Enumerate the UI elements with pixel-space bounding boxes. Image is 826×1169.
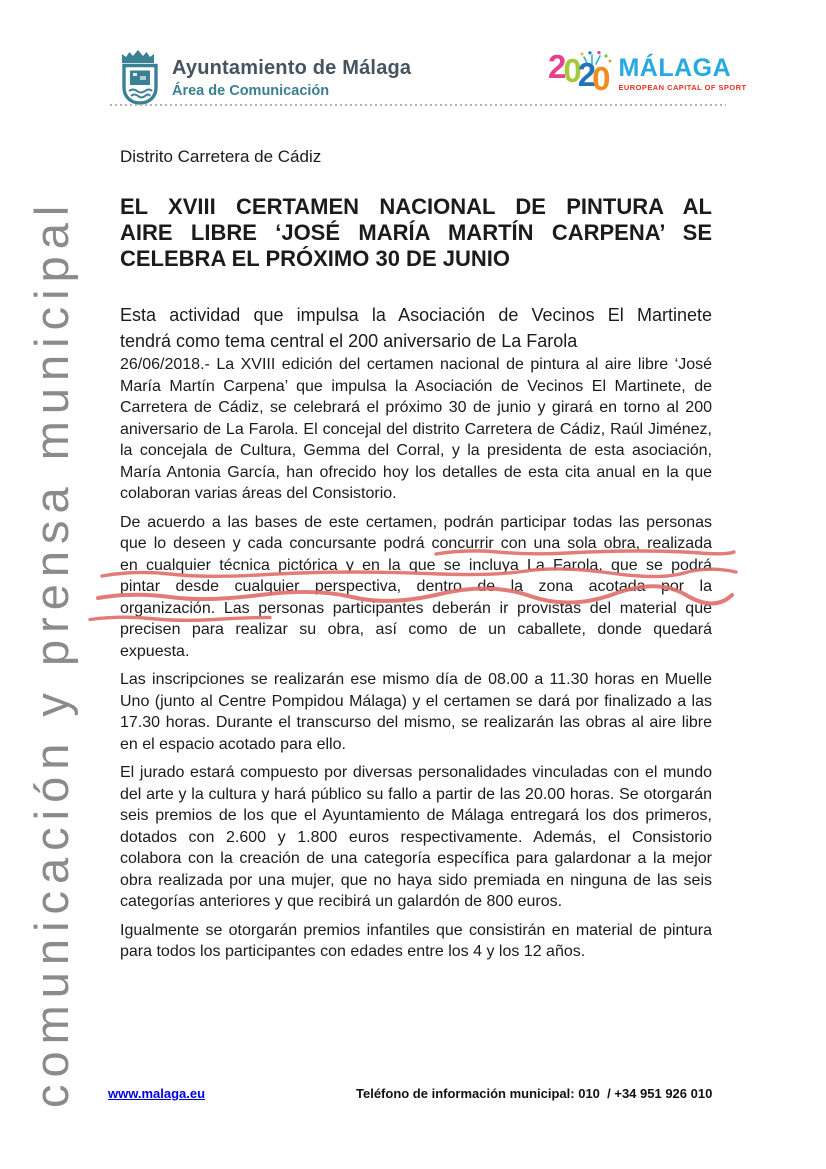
municipal-phone-info: Teléfono de información municipal: 010 / +34 951 926 010 (356, 1086, 713, 1101)
headline-line: EL XVIII CERTAMEN NACIONAL DE PINTURA AL (120, 194, 712, 219)
org-department: Área de Comunicación (172, 83, 330, 99)
district-label: Distrito Carretera de Cádiz (120, 147, 322, 166)
subheadline-line: Esta actividad que impulsa la Asociación de Vecinos El Martinete (120, 305, 712, 325)
page-footer (108, 1086, 736, 1102)
paragraph: 26/06/2018.- La XVIII edición del certamen nacional de pintura al aire libre ‘José María Martín Carpena’ que impulsa la Asociación de Vecinos El Martinete, de Carretera de Cádiz, se celebrará el próximo 30 de junio y girará en torno al 200 aniversario de La Farola. El concejal del distrito Carretera de Cádiz, Raúl Jiménez, la concejala de Cultura, Gemma del Corral, y la presidenta de esta asociación, María Antonia García, han ofrecido hoy los detalles de esta cita anual en la que colaboran varias áreas del Consistorio. (120, 356, 712, 502)
headline-line: AIRE LIBRE ‘JOSÉ MARÍA MARTÍN CARPENA’ SE (120, 220, 712, 245)
paragraph: El jurado estará compuesto por diversas personalidades vinculadas con el mundo del arte y la cultura y hará público su fallo a partir de las 20.00 horas. Se otorgarán seis premios de los que el Ayuntamiento de Málaga entregará los dos primeros, dotados con 2.600 y 1.800 euros respectivamente. Además, el Consistorio colabora con la creación de una categoría específica para galardonar a la mejor obra realizada por una mujer, que no haya sido premiada en ninguna de las seis categorías anteriores y que recibirá un galardón de 800 euros. (120, 764, 712, 910)
paragraph-line: en cualquier técnica pictórica y en la que se incluya La Farola, que se podrá (120, 556, 712, 574)
paragraph-line: pintar desde cualquier perspectiva, dentro de la zona acotada por la (120, 578, 712, 595)
sport-logo-digit: 2 (577, 56, 597, 93)
subheadline-line: tendrá como tema central el 200 aniversario de La Farola (120, 331, 578, 351)
headline-line: CELEBRA EL PRÓXIMO 30 DE JUNIO (120, 246, 510, 271)
sport-logo-digit: 2 (548, 48, 567, 85)
paragraph-line: precisen para realizar su obra, así como de un caballete, donde quedará (120, 621, 712, 638)
website-link[interactable]: www.malaga.eu (108, 1086, 206, 1101)
paragraph: Igualmente se otorgarán premios infantiles que consistirán en material de pintura para todos los participantes con edades entre los 4 y los 12 años. (120, 921, 712, 960)
sport-logo-tagline: EUROPEAN CAPITAL OF SPORT (618, 83, 747, 92)
sport-logo-city: MÁLAGA (618, 54, 732, 82)
sport-logo-digit: 0 (592, 60, 611, 97)
sport-logo-digit: 0 (563, 52, 582, 89)
paragraph-line: expuesta. (120, 642, 190, 660)
document-body (120, 146, 712, 970)
vertical-banner-text: comunicación y prensa municipal (25, 198, 78, 1108)
subheadline (120, 302, 712, 354)
paragraph-line: De acuerdo a las bases de este certamen, podrán participar todas las personas (120, 513, 712, 531)
paragraph-line: organización. Las personas participantes deberán ir provistas del material que (120, 599, 712, 617)
paragraph: Las inscripciones se realizarán ese mismo día de 08.00 a 11.30 horas en Muelle Uno (junto al Centre Pompidou Málaga) y el certamen se dará por finalizado a las 17.30 horas. Durante el transcurso del mismo, se realizarán las obras al aire libre en el espacio acotado para ello. (120, 671, 712, 753)
headline (120, 194, 712, 272)
org-name: Ayuntamiento de Málaga (172, 57, 412, 79)
sport-logo-digits (548, 48, 611, 97)
paragraph-annotated (120, 512, 712, 663)
city-council-wordmark (172, 57, 411, 99)
sport-logo-2020 (548, 48, 747, 97)
paragraph-line: que lo deseen y cada concursante podrá concurrir con una sola obra, realizada (120, 535, 712, 552)
malaga-crest-icon (118, 49, 162, 112)
header-divider (110, 104, 726, 106)
